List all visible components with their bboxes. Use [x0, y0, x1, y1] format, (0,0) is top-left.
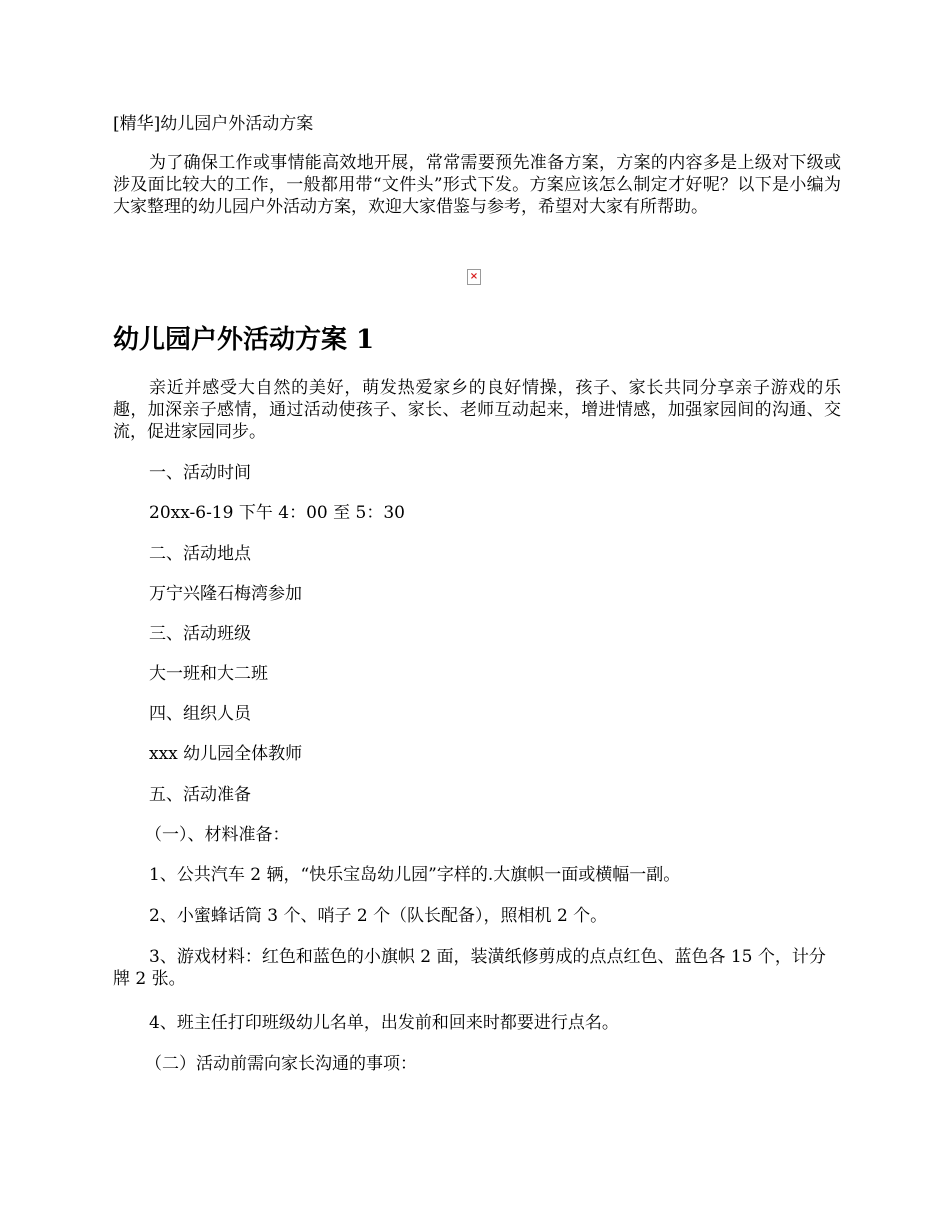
list-item: 四、组织人员: [149, 704, 251, 724]
document-title: [精华]幼儿园户外活动方案: [113, 114, 314, 134]
list-item: 1、公共汽车 2 辆，“快乐宝岛幼儿园”字样的.大旗帜一面或横幅一副。: [149, 865, 681, 885]
list-item: 二、活动地点: [149, 544, 251, 564]
list-item: 五、活动准备: [149, 785, 251, 805]
section-paragraph: 亲近并感受大自然的美好，萌发热爱家乡的良好情操，孩子、家长共同分享亲子游戏的乐趣，加深亲子感情，通过活动使孩子、家长、老师互动起来，增进情感，加强家园间的沟通、交流，促进家园同步。: [113, 378, 841, 442]
list-item: （一）、材料准备：: [145, 825, 290, 845]
section-heading: 幼儿园户外活动方案 1: [113, 325, 375, 355]
list-item: 万宁兴隆石梅湾参加: [149, 584, 302, 604]
list-item: 20xx-6-19 下午 4：00 至 5：30: [149, 503, 405, 523]
list-item: 大一班和大二班: [149, 664, 268, 684]
list-item: 一、活动时间: [149, 463, 251, 483]
list-item: 4、班主任打印班级幼儿名单，出发前和回来时都要进行点名。: [149, 1013, 619, 1033]
list-item: 2、小蜜蜂话筒 3 个、哨子 2 个（队长配备），照相机 2 个。: [149, 906, 608, 926]
list-item: 3、游戏材料：红色和蓝色的小旗帜 2 面，装潢纸修剪成的点点红色、蓝色各 15 个，计分牌 2 张。: [113, 947, 826, 989]
broken-image-icon: ×: [467, 269, 481, 285]
list-item: xxx 幼儿园全体教师: [149, 744, 303, 764]
list-item: 三、活动班级: [149, 624, 251, 644]
intro-paragraph: 为了确保工作或事情能高效地开展，常常需要预先准备方案，方案的内容多是上级对下级或涉及面比较大的工作，一般都用带“文件头”形式下发。方案应该怎么制定才好呢？以下是小编为大家整理的幼儿园户外活动方案，欢迎大家借鉴与参考，希望对大家有所帮助。: [113, 153, 841, 217]
list-item: （二）活动前需向家长沟通的事项：: [145, 1054, 417, 1074]
